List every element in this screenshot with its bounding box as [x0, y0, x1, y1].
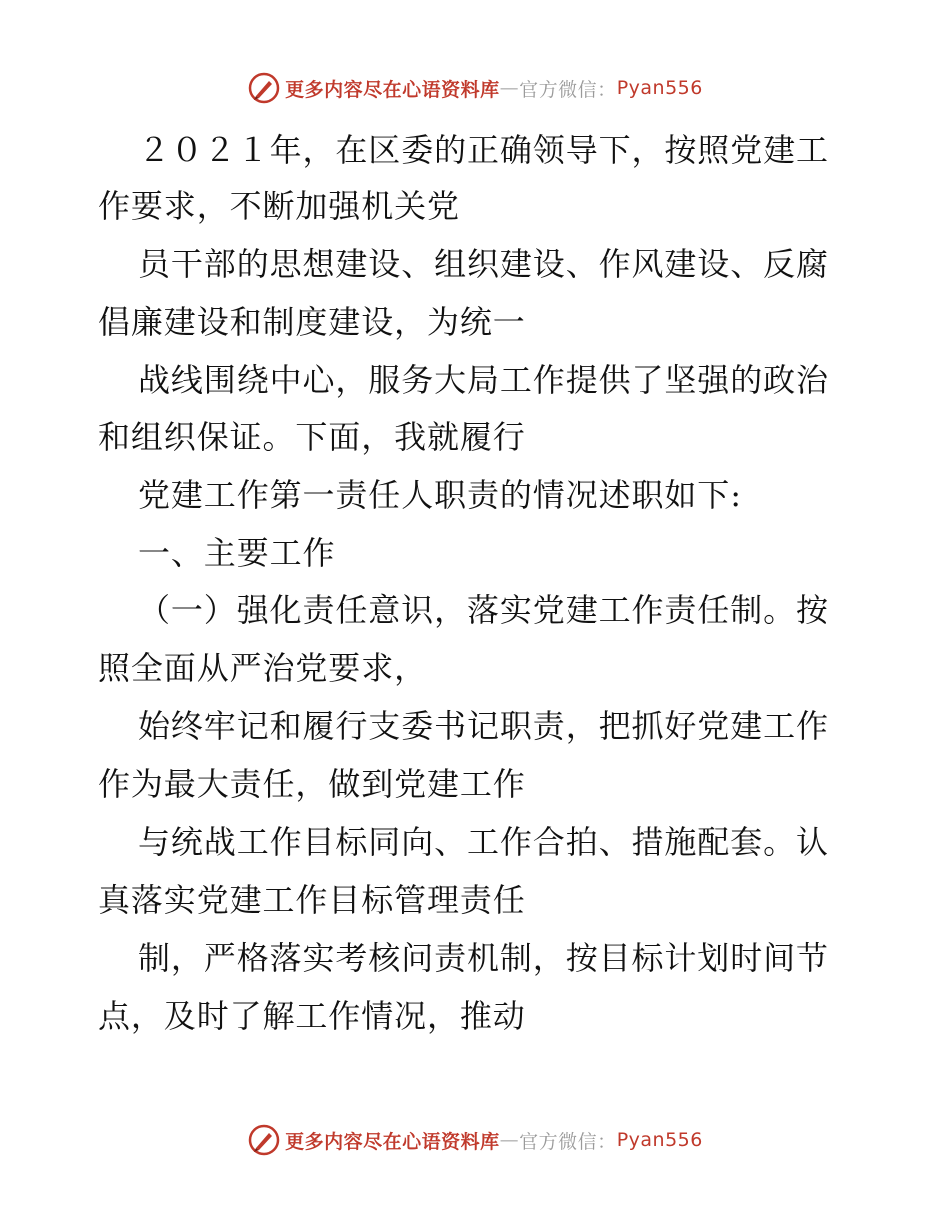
body-line: 作为最大责任，做到党建工作	[98, 765, 526, 803]
body-line: 员干部的思想建设、组织建设、作风建设、反腐	[138, 245, 829, 283]
watermark-dash: —	[499, 1129, 520, 1151]
pen-logo-icon	[247, 71, 281, 105]
body-line: 点，及时了解工作情况，推动	[98, 997, 526, 1035]
header-watermark	[0, 68, 950, 108]
body-line: 与统战工作目标同向、工作合拍、措施配套。认	[138, 823, 829, 861]
watermark-brand: 更多内容尽在心语资料库	[285, 78, 500, 101]
watermark-label: 官方微信：	[519, 78, 617, 101]
watermark-brand: 更多内容尽在心语资料库	[285, 1130, 500, 1153]
pen-logo-icon	[247, 1123, 281, 1157]
body-line: 和组织保证。下面，我就履行	[98, 418, 526, 456]
body-line: 制，严格落实考核问责机制，按目标计划时间节	[138, 939, 829, 977]
watermark-dash: —	[499, 77, 520, 99]
body-line: 党建工作第一责任人职责的情况述职如下:	[138, 476, 742, 514]
footer-watermark	[0, 1120, 950, 1160]
body-line: 照全面从严治党要求，	[98, 649, 428, 687]
watermark-label: 官方微信：	[519, 1130, 617, 1153]
section-heading: 一、主要工作	[138, 534, 336, 572]
watermark-wechat-id: Pyan556	[616, 1129, 703, 1151]
watermark-wechat-id: Pyan556	[616, 77, 703, 99]
body-line: 倡廉建设和制度建设，为统一	[98, 303, 526, 341]
body-line: 真落实党建工作目标管理责任	[98, 881, 526, 919]
body-line: ２０２１年，在区委的正确领导下，按照党建工	[138, 131, 829, 169]
body-line: 始终牢记和履行支委书记职责，把抓好党建工作	[138, 707, 829, 745]
body-line: 战线围绕中心，服务大局工作提供了坚强的政治	[138, 361, 829, 399]
body-line: （一）强化责任意识，落实党建工作责任制。按	[138, 591, 829, 629]
body-line: 作要求，不断加强机关党	[98, 187, 460, 225]
